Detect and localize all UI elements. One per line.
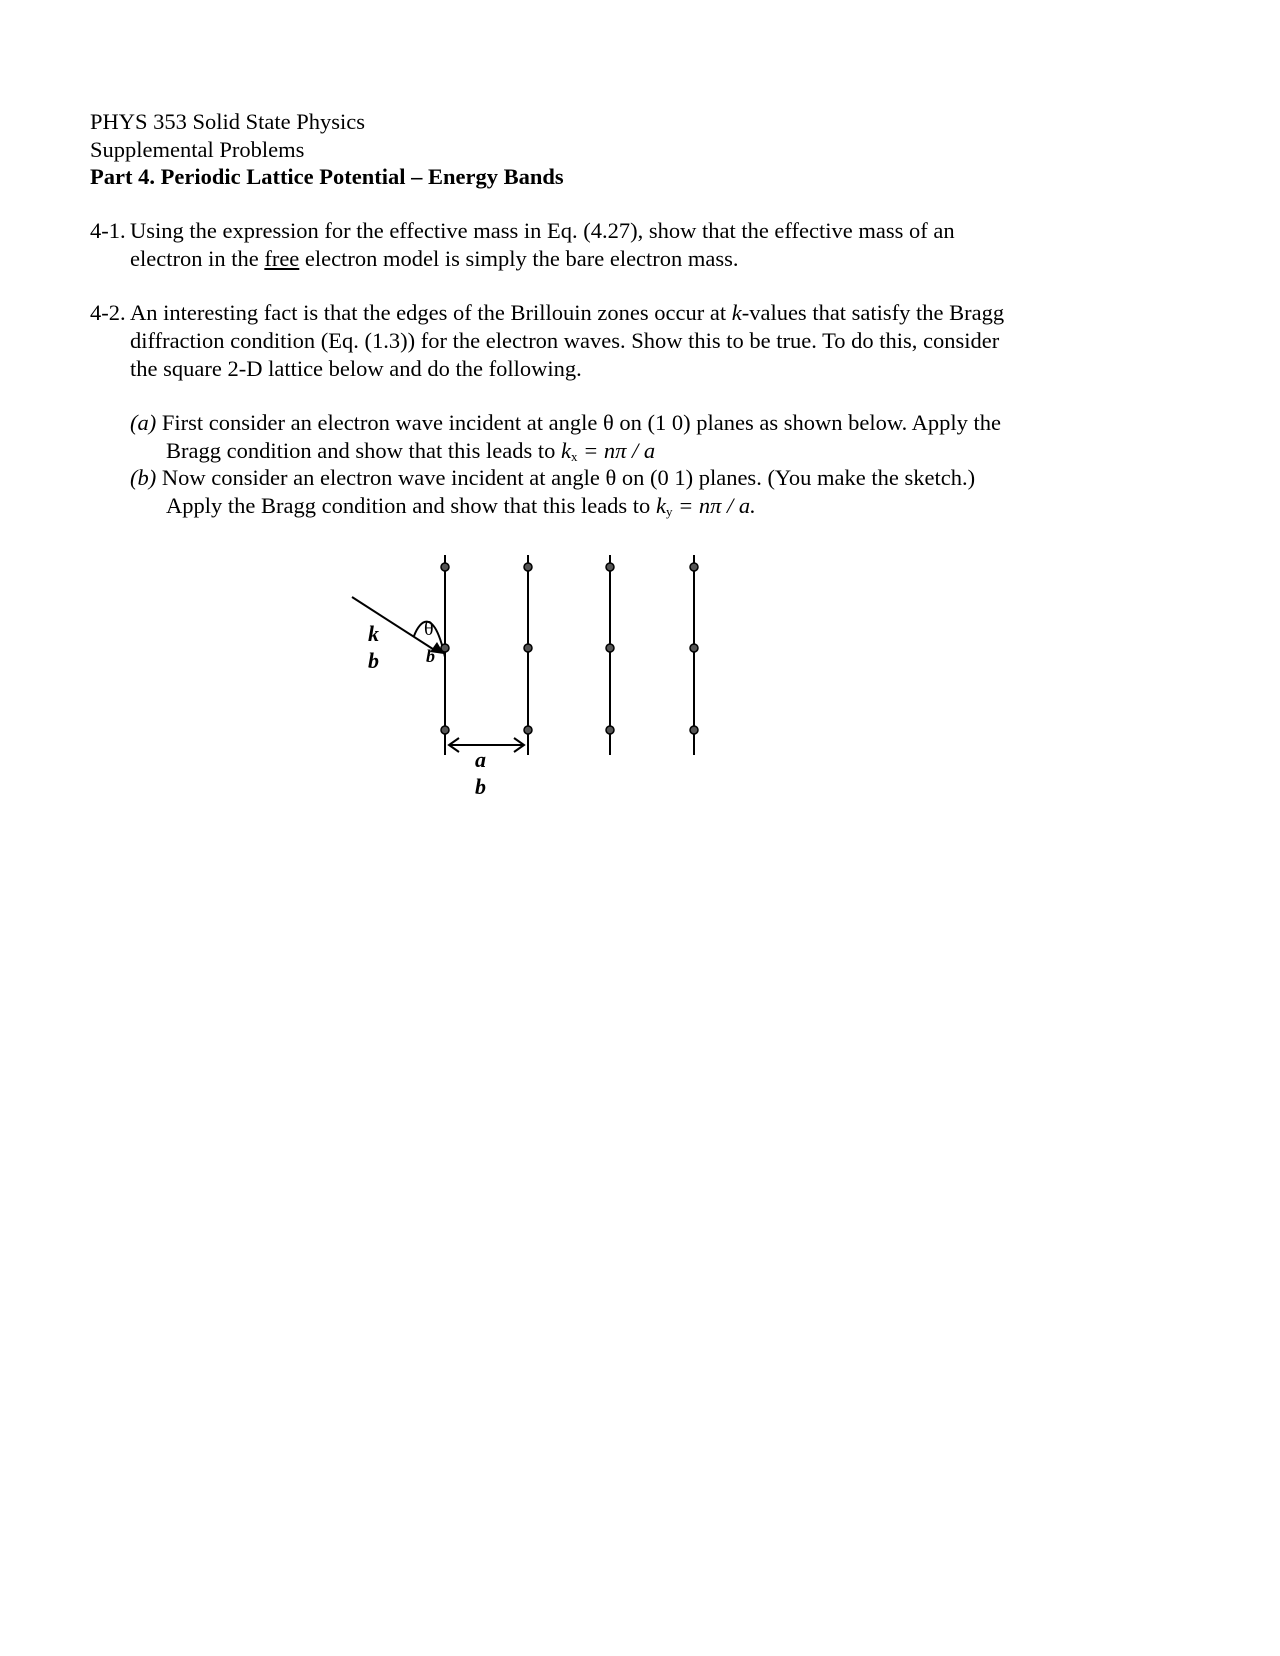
text: First consider an electron wave incident at angle θ on (1 0) planes as shown below. Apply the [156, 410, 1001, 435]
subtitle: Supplemental Problems [90, 137, 305, 162]
atom [441, 644, 449, 652]
atom [441, 563, 449, 571]
k-vector-sub-label: b [368, 648, 379, 673]
arrow-b-label: b [426, 646, 435, 666]
k-symbol: k [731, 300, 742, 325]
atom [524, 644, 532, 652]
problem-4-2-line2: diffraction condition (Eq. (1.3)) for the electron waves. Show this to be true. To do this, consider [130, 328, 1000, 353]
text: Bragg condition and show that this leads to [166, 438, 561, 463]
k-vector-label: k [368, 621, 379, 646]
problem-4-1-line1: Using the expression for the effective mass in Eq. (4.27), show that the effective mass of an [130, 218, 955, 243]
text: Apply the Bragg condition and show that this leads to [166, 493, 656, 518]
atom [606, 726, 614, 734]
atom [690, 726, 698, 734]
subscript: y [665, 504, 673, 519]
theta-label: θ [424, 618, 434, 640]
atom [524, 726, 532, 734]
course-title: PHYS 353 Solid State Physics [90, 109, 366, 134]
equation: = nπ / a [577, 438, 656, 463]
text: Now consider an electron wave incident at angle θ on (0 1) planes. (You make the sketch.) [156, 465, 976, 490]
spacing-sub-label: b [475, 774, 486, 799]
part-label: (b) [130, 465, 157, 490]
underlined-free: free [264, 246, 300, 271]
part-label: (a) [130, 410, 157, 435]
subscript: x [570, 449, 578, 464]
k-symbol: k [655, 493, 666, 518]
atom [690, 563, 698, 571]
text: An interesting fact is that the edges of the Brillouin zones occur at [125, 300, 732, 325]
atom [690, 644, 698, 652]
problem-4-1-number: 4-1. [90, 218, 126, 243]
problem-4-2-line3: the square 2-D lattice below and do the following. [130, 356, 582, 381]
atom [606, 644, 614, 652]
atom [524, 563, 532, 571]
atom [606, 563, 614, 571]
text: electron model is simply the bare electron mass. [299, 246, 739, 271]
problem-number: 4-2. [90, 300, 126, 325]
k-symbol: k [560, 438, 571, 463]
part-heading: Part 4. Periodic Lattice Potential – Energy Bands [90, 164, 564, 189]
text: electron in the [130, 246, 265, 271]
atom [441, 726, 449, 734]
spacing-a-label: a [475, 747, 486, 772]
text: -values that satisfy the Bragg [741, 300, 1005, 325]
lattice-atoms [441, 563, 698, 734]
equation: = nπ / a. [672, 493, 756, 518]
